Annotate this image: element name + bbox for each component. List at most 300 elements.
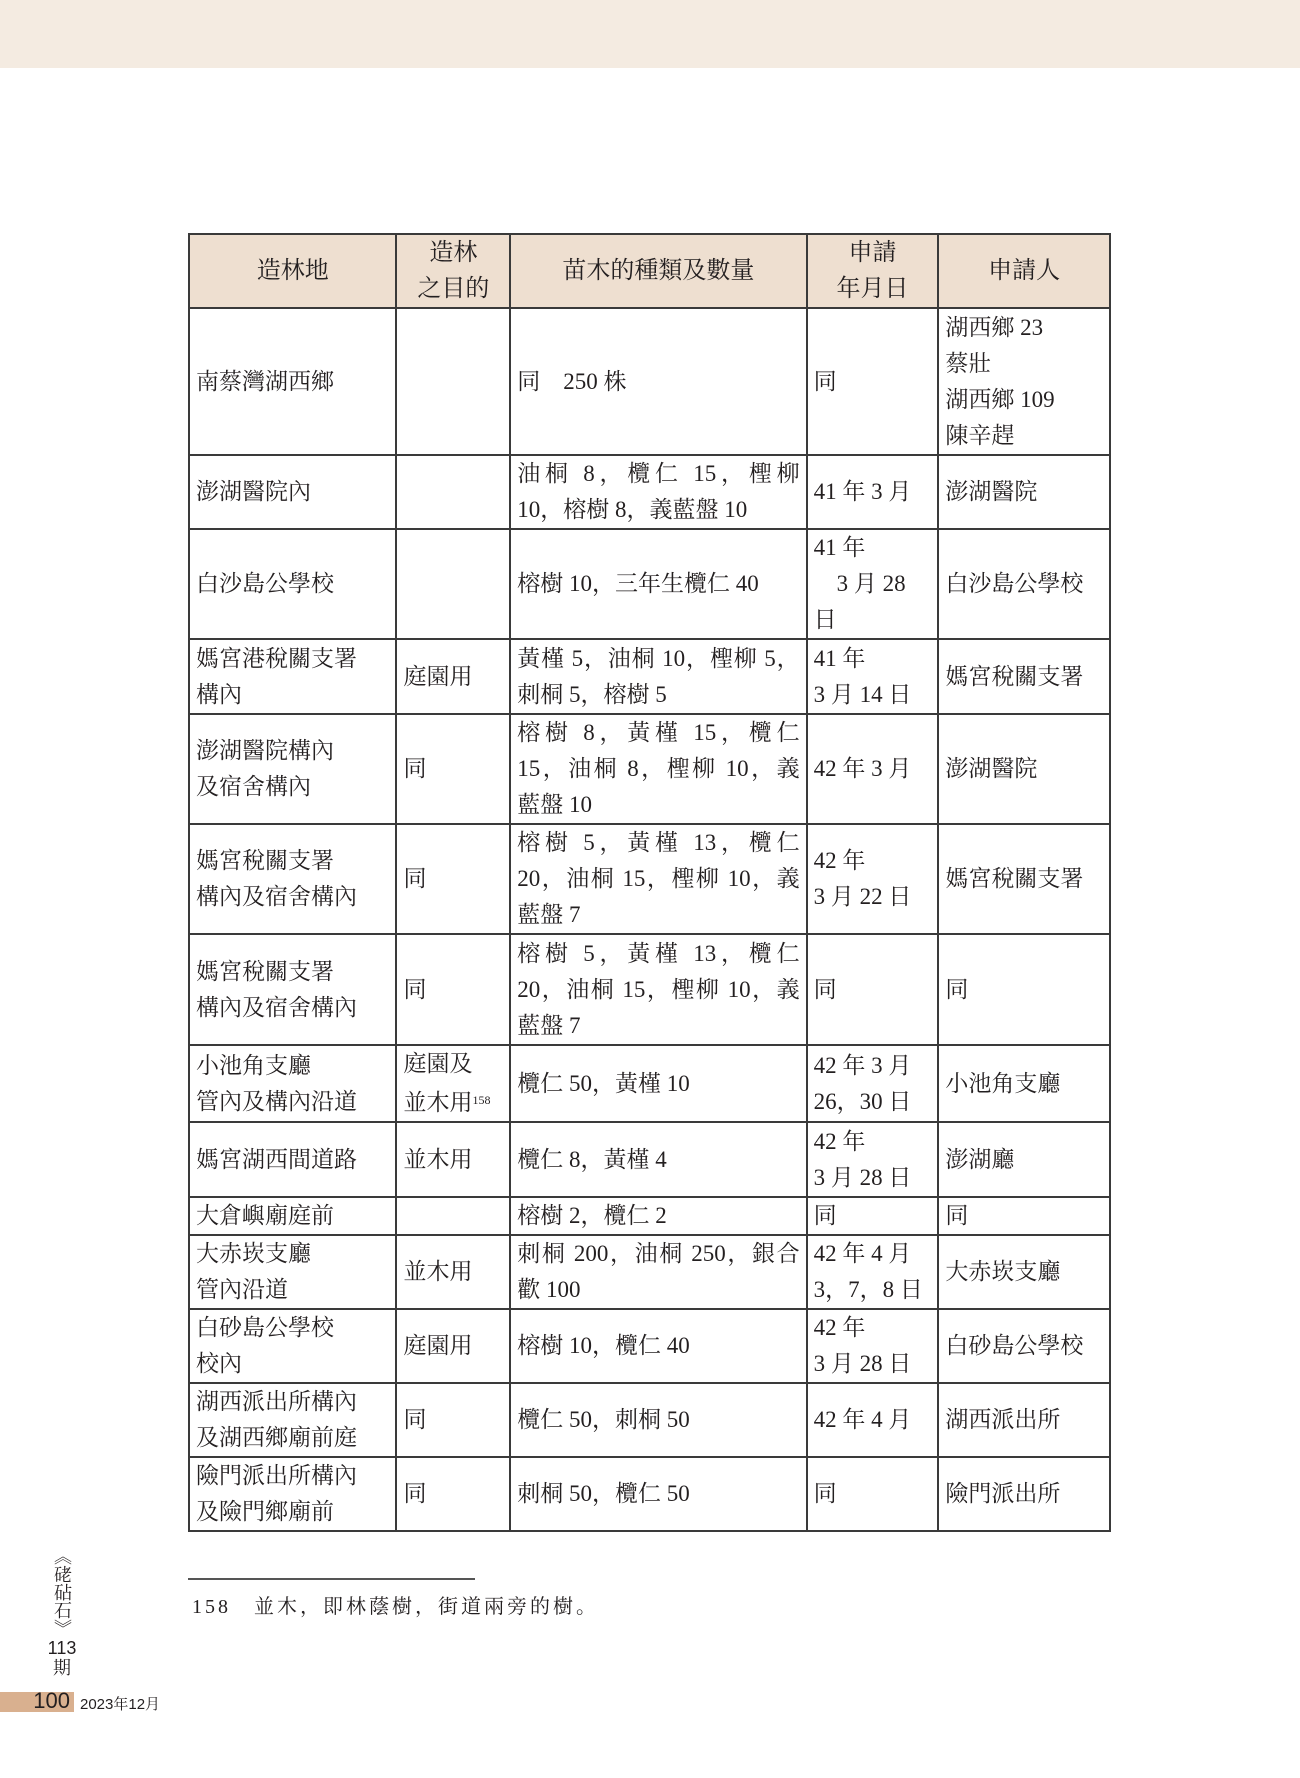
cell-purpose [396,1197,510,1235]
cell-purpose [396,1383,510,1457]
cell-line: 42 年 [813,1128,866,1154]
cell-line: 媽宮稅關支署 [196,848,334,873]
cell-line: 榕樹 5，黃槿 13，欖仁 [517,830,800,855]
cell-text [517,972,799,1008]
cell-text [814,1476,932,1512]
cell-text [196,769,389,805]
cell-line: 3 月 28 日 [813,1351,912,1376]
cell-purpose [396,1309,510,1383]
cell-text [403,972,503,1008]
cell-purpose [396,824,510,934]
cell-line: 小池角支廳 [945,1070,1061,1096]
cell-line: 媽宮港稅關支署 [196,645,357,671]
cell-text [196,879,389,915]
cell-line: 20，油桐 15，檉柳 10，義 [517,866,800,891]
footnote [192,1590,599,1619]
cell-location [189,308,396,455]
cell-text [196,843,389,879]
cell-line: 澎湖醫院內 [196,479,311,504]
cell-line: 42 年 [813,1315,866,1340]
cell-line: 油桐 8，欖仁 15，檉柳 [517,461,800,486]
cell-line: 3，7，8 日 [813,1277,923,1302]
table-row [189,1197,1110,1235]
cell-text [403,1082,503,1121]
cell-text [196,474,389,510]
table-row [189,455,1110,529]
table-row [189,639,1110,714]
cell-text [196,1420,389,1456]
cell-date [807,1309,939,1383]
cell-line: 白砂島公學校 [196,1315,334,1340]
cell-line: 41 年 3 月 [813,479,912,504]
cell-date [807,308,939,455]
cell-line: 榕樹 10，欖仁 40 [517,1333,690,1358]
cell-applicant [938,1457,1110,1531]
cell-seedlings [510,1457,806,1531]
cell-text [196,677,389,713]
cell-text [945,1476,1103,1512]
cell-text [814,1160,932,1196]
cell-text [945,1328,1103,1364]
header-text: 造林地 [256,258,329,284]
cell-text [196,1236,389,1272]
cell-line: 同 [945,976,969,1002]
cell-line: 同 [813,368,837,394]
afforestation-table [188,233,1111,1532]
cell-applicant [938,455,1110,529]
cell-text [517,751,799,787]
cell-line: 藍盤 7 [517,902,581,927]
cell-line: 媽宮稅關支署 [196,958,334,984]
cell-line: 媽宮稅關支署 [945,866,1084,891]
cell-line: 陳辛趕 [945,422,1015,448]
cell-line: 庭園及 [403,1051,473,1076]
cell-text [196,1198,389,1234]
cell-text [403,659,503,695]
cell-line: 榕樹 8，黃槿 15，欖仁 [517,720,800,745]
cell-text [814,879,932,915]
cell-text [196,1272,389,1308]
cell-line: 庭園用 [403,663,473,689]
cell-text [945,474,1103,510]
cell-line: 及險門鄉廟前 [196,1499,334,1524]
cell-text [196,1346,389,1382]
cell-text [403,1476,503,1512]
header-purpose [396,234,510,308]
cell-text [945,751,1103,787]
cell-line: 庭園用 [403,1333,473,1358]
cell-text [517,1476,799,1512]
cell-line: 藍盤 7 [517,1012,581,1038]
footnote-number: 158 [192,1596,231,1618]
cell-location [189,824,396,934]
table-header-row [189,234,1110,308]
cell-date [807,1383,939,1457]
header-date [807,234,939,308]
cell-text [945,972,1103,1008]
cell-text [403,1254,503,1290]
cell-location [189,1122,396,1197]
cell-date [807,455,939,529]
cell-applicant [938,934,1110,1045]
cell-location [189,1045,396,1122]
footnote-reference[interactable]: 158 [472,1093,491,1107]
cell-line: 險門派出所構內 [196,1463,357,1488]
cell-location [189,714,396,824]
cell-text [196,1384,389,1420]
cell-date [807,1197,939,1235]
cell-line: 42 年 3 月 [813,1052,912,1078]
cell-line: 41 年 [813,645,866,671]
cell-line: 校內 [196,1351,242,1376]
cell-applicant [938,1122,1110,1197]
cell-line: 黃槿 5，油桐 10，檉柳 5， [517,645,800,671]
cell-location [189,639,396,714]
cell-line: 及湖西鄉廟前庭 [196,1425,357,1450]
cell-text [814,566,932,638]
cell-text [196,1142,389,1178]
cell-purpose [396,308,510,455]
cell-text [814,1346,932,1382]
table-row [189,1045,1110,1122]
cell-applicant [938,1309,1110,1383]
cell-text [814,751,932,787]
cell-text [517,364,799,400]
cell-text [196,990,389,1026]
cell-purpose [396,714,510,824]
cell-applicant [938,308,1110,455]
cell-line: 南蔡灣湖西鄉 [196,368,334,394]
cell-text [403,1142,503,1178]
cell-date [807,1045,939,1122]
header-text: 申請人 [988,258,1061,284]
cell-text [196,733,389,769]
cell-line: 構內及宿舍構內 [196,884,357,909]
cell-line: 湖西鄉 23 [945,314,1044,340]
cell-text [814,1310,932,1346]
cell-line: 湖西鄉 109 [945,386,1055,412]
cell-date [807,1122,939,1197]
issue-suffix: 期 [53,1658,71,1678]
cell-line: 3 月 28 日 [813,571,906,632]
cell-line: 蔡壯 [945,350,992,376]
cell-text [196,954,389,990]
cell-text [196,364,389,400]
cell-text [945,346,1103,382]
cell-line: 同 [403,756,427,781]
cell-line: 媽宮稅關支署 [945,663,1084,689]
cell-text [945,1254,1103,1290]
cell-date [807,824,939,934]
cell-date [807,1457,939,1531]
cell-line: 26，30 日 [813,1088,912,1114]
cell-location [189,934,396,1045]
table-row [189,1383,1110,1457]
cell-line: 管內及構內沿道 [196,1088,357,1114]
cell-location [189,529,396,639]
issue-date: 2023年12月 [80,1696,161,1713]
cell-line: 大赤崁支廳 [196,1241,311,1266]
cell-line: 42 年 [813,848,866,873]
cell-purpose [396,455,510,529]
cell-line: 大赤崁支廳 [945,1259,1061,1284]
cell-line: 刺桐 50，欖仁 50 [517,1481,690,1506]
table-row [189,1235,1110,1309]
cell-line: 同 [403,866,427,891]
table-row [189,529,1110,639]
cell-line: 構內 [196,681,242,707]
cell-purpose [396,529,510,639]
cell-location [189,1309,396,1383]
cell-text [196,1048,389,1084]
cell-line: 湖西派出所 [945,1407,1061,1432]
footnote-text: 並木，即林蔭樹，街道兩旁的樹。 [254,1596,599,1618]
cell-seedlings [510,934,806,1045]
header-applicant [938,234,1110,308]
cell-line: 及宿舍構內 [196,774,311,799]
cell-purpose [396,639,510,714]
cell-line: 白砂島公學校 [945,1333,1084,1358]
cell-line: 41 年 [813,535,866,560]
cell-line: 同 [813,976,837,1002]
cell-location [189,1235,396,1309]
table-row [189,824,1110,934]
cell-text [517,677,799,713]
cell-seedlings [510,455,806,529]
table-row [189,1457,1110,1531]
cell-text [945,566,1103,602]
cell-text [814,641,932,677]
cell-text [196,1494,389,1530]
table-row [189,934,1110,1045]
cell-line: 42 年 4 月 [813,1407,912,1432]
cell-date [807,529,939,639]
cell-text [517,1008,799,1044]
cell-text [517,1198,799,1234]
cell-seedlings [510,308,806,455]
cell-text [517,715,799,751]
cell-applicant [938,824,1110,934]
cell-text [814,1124,932,1160]
cell-line: 險門派出所 [945,1481,1061,1506]
cell-text [517,897,799,933]
cell-text [945,659,1103,695]
top-color-band [0,0,1300,68]
cell-applicant [938,1383,1110,1457]
cell-date [807,639,939,714]
cell-line: 並木用 [403,1259,473,1284]
cell-text [196,641,389,677]
cell-seedlings [510,1383,806,1457]
header-seedlings [510,234,806,308]
cell-text [945,418,1103,454]
cell-text [945,1402,1103,1438]
cell-seedlings [510,529,806,639]
cell-text [403,1046,503,1082]
cell-seedlings [510,714,806,824]
cell-text [403,1402,503,1438]
cell-text [814,1084,932,1120]
cell-line: 湖西派出所構內 [196,1389,357,1414]
cell-line: 42 年 4 月 [813,1241,912,1266]
cell-date [807,934,939,1045]
cell-line: 榕樹 2，欖仁 2 [517,1203,667,1228]
cell-seedlings [510,824,806,934]
cell-text [517,492,799,528]
cell-text [403,861,503,897]
cell-line: 3 月 28 日 [813,1164,912,1190]
cell-line: 同 250 株 [517,368,627,394]
cell-purpose [396,1235,510,1309]
header-text: 年月日 [836,276,909,302]
cell-seedlings [510,1197,806,1235]
cell-line: 42 年 3 月 [813,756,912,781]
cell-text [403,751,503,787]
cell-line: 小池角支廳 [196,1052,311,1078]
cell-text [517,1236,799,1272]
table-row [189,714,1110,824]
journal-side-label [44,1546,80,1678]
cell-location [189,1457,396,1531]
footnote-divider [188,1578,475,1580]
cell-line: 欖仁 8，黃槿 4 [517,1146,667,1172]
cell-line: 澎湖醫院 [945,479,1038,504]
cell-line: 欖仁 50，黃槿 10 [517,1070,690,1096]
cell-applicant [938,1197,1110,1235]
cell-line: 並木用 [403,1146,473,1172]
cell-text [814,530,932,566]
cell-line: 3 月 22 日 [813,884,912,909]
cell-text [945,382,1103,418]
cell-line: 管內沿道 [196,1277,288,1302]
cell-text [517,787,799,823]
cell-line: 澎湖醫院 [945,756,1038,781]
cell-line: 同 [403,976,427,1002]
cell-text [814,474,932,510]
cell-text [517,641,799,677]
cell-seedlings [510,1309,806,1383]
cell-applicant [938,1045,1110,1122]
cell-seedlings [510,1235,806,1309]
cell-line: 刺桐 200，油桐 250，銀合 [517,1241,800,1266]
cell-text [814,972,932,1008]
cell-line: 15，油桐 8，檉柳 10，義 [517,756,800,781]
cell-line: 同 [403,1407,427,1432]
cell-text [196,566,389,602]
cell-line: 歡 100 [517,1277,581,1302]
cell-line: 藍盤 10 [517,792,592,817]
header-text: 之目的 [417,276,490,302]
cell-applicant [938,529,1110,639]
cell-line: 欖仁 50，刺桐 50 [517,1407,690,1432]
cell-text [814,1402,932,1438]
header-location [189,234,396,308]
cell-text [517,861,799,897]
cell-text [196,1310,389,1346]
cell-text [814,1198,932,1234]
cell-line: 並木用 [403,1090,473,1115]
cell-text [814,677,932,713]
cell-line: 澎湖醫院構內 [196,738,334,763]
cell-line: 榕樹 5，黃槿 13，欖仁 [517,940,800,966]
cell-line: 10，榕樹 8，義藍盤 10 [517,497,748,522]
cell-line: 榕樹 10，三年生欖仁 40 [517,571,759,596]
cell-text [517,1272,799,1308]
cell-text [945,1142,1103,1178]
cell-text [403,1328,503,1364]
cell-text [814,1236,932,1272]
cell-seedlings [510,1045,806,1122]
cell-text [945,310,1103,346]
cell-line: 同 [945,1203,969,1228]
cell-text [814,1048,932,1084]
cell-line: 澎湖廳 [945,1146,1015,1172]
cell-text [945,861,1103,897]
table-row [189,1122,1110,1197]
cell-line: 媽宮湖西間道路 [196,1146,357,1172]
cell-text [517,1066,799,1102]
cell-text [814,364,932,400]
cell-location [189,1383,396,1457]
cell-line: 白沙島公學校 [196,571,334,596]
cell-seedlings [510,639,806,714]
cell-line: 同 [813,1203,837,1228]
cell-text [196,1458,389,1494]
cell-purpose [396,1045,510,1122]
cell-purpose [396,1457,510,1531]
cell-applicant [938,639,1110,714]
cell-line: 刺桐 5，榕樹 5 [517,681,667,707]
cell-purpose [396,934,510,1045]
cell-date [807,714,939,824]
cell-text [517,566,799,602]
cell-text [517,936,799,972]
journal-title: 《硓砧石》 [52,1547,72,1637]
cell-text [517,1402,799,1438]
issue-number: 113 [47,1638,77,1658]
header-text: 苗木的種類及數量 [562,258,755,284]
cell-text [945,1066,1103,1102]
header-text: 申請 [848,240,897,266]
cell-purpose [396,1122,510,1197]
cell-text [945,1198,1103,1234]
cell-line: 3 月 14 日 [813,681,912,707]
cell-seedlings [510,1122,806,1197]
cell-line: 構內及宿舍構內 [196,994,357,1020]
cell-text [814,1272,932,1308]
header-text: 造林 [429,240,478,266]
cell-text [517,1142,799,1178]
cell-text [517,825,799,861]
table-row [189,1309,1110,1383]
cell-line: 白沙島公學校 [945,571,1084,596]
cell-text [814,843,932,879]
cell-location [189,1197,396,1235]
page-number: 100 [33,1688,70,1713]
cell-line: 20，油桐 15，檉柳 10，義 [517,976,800,1002]
cell-location [189,455,396,529]
cell-line: 大倉嶼廟庭前 [196,1203,334,1228]
cell-date [807,1235,939,1309]
cell-text [517,456,799,492]
cell-line: 同 [813,1481,837,1506]
cell-applicant [938,714,1110,824]
table-row [189,308,1110,455]
cell-applicant [938,1235,1110,1309]
cell-text [196,1084,389,1120]
cell-line: 同 [403,1481,427,1506]
cell-text [517,1328,799,1364]
